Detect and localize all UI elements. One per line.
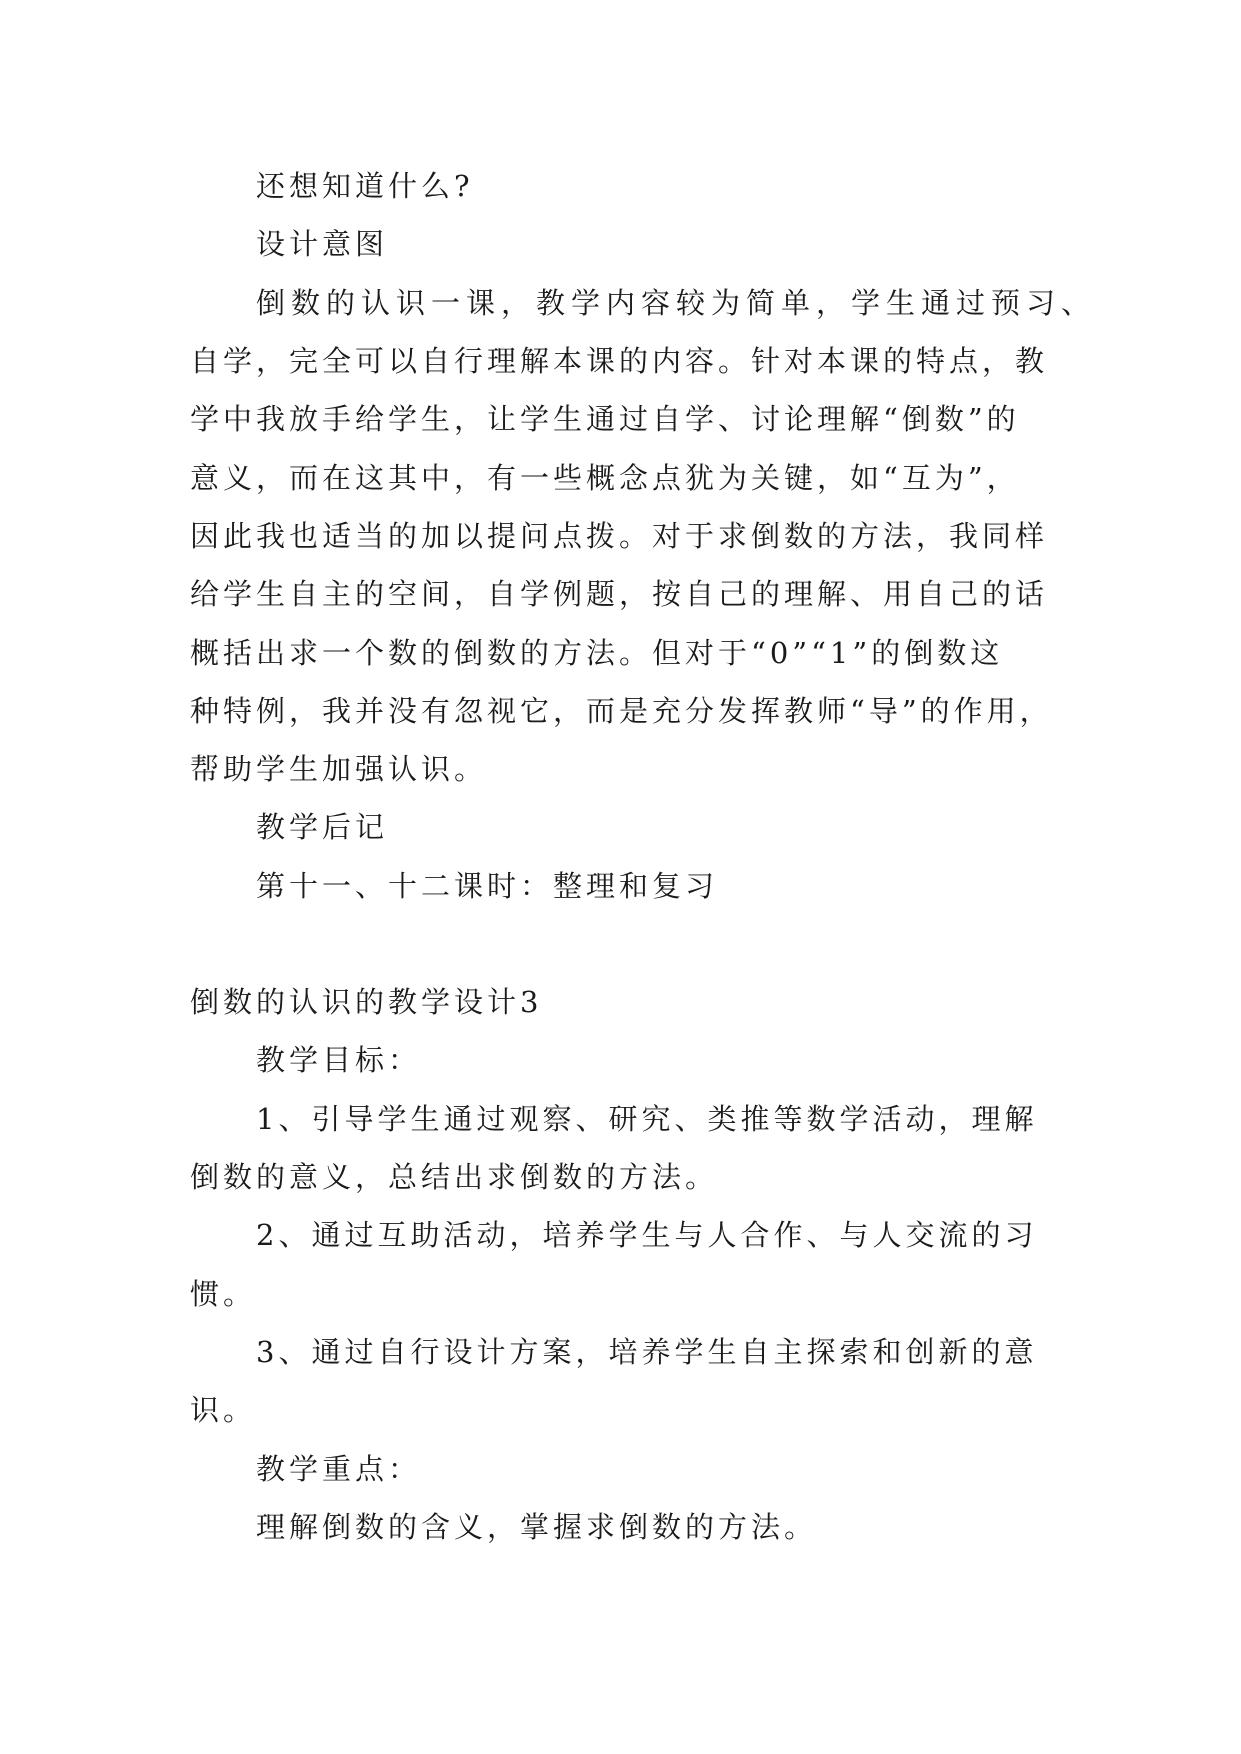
objective-item: 3、通过自行设计方案，培养学生自主探索和创新的意 [256, 1335, 1038, 1369]
section-heading-key-points: 教学重点： [256, 1452, 422, 1486]
paragraph-line: 给学生自主的空间，自学例题，按自己的理解、用自己的话 [190, 577, 1049, 611]
lesson-period-heading: 第十一、十二课时：整理和复习 [256, 869, 719, 903]
paragraph-line: 概括出求一个数的倒数的方法。但对于“0”“1”的倒数这 [190, 636, 1004, 670]
objective-item-continuation: 倒数的意义，总结出求倒数的方法。 [190, 1160, 719, 1194]
section-heading-objectives: 教学目标： [256, 1043, 422, 1077]
paragraph-line: 帮助学生加强认识。 [190, 752, 488, 786]
objective-item: 1、引导学生通过观察、研究、类推等数学活动，理解 [256, 1102, 1038, 1136]
section-heading-design-intent: 设计意图 [256, 227, 389, 261]
section-heading-teaching-notes: 教学后记 [256, 810, 389, 844]
key-point-text: 理解倒数的含义，掌握求倒数的方法。 [256, 1510, 818, 1544]
objective-item-continuation: 识。 [190, 1393, 257, 1427]
objective-item-continuation: 惯。 [190, 1277, 257, 1311]
paragraph-line: 学中我放手给学生，让学生通过自学、讨论理解“倒数”的 [190, 402, 1020, 436]
paragraph-line: 自学，完全可以自行理解本课的内容。针对本课的特点，教 [190, 344, 1049, 378]
paragraph-line: 意义，而在这其中，有一些概念点犹为关键，如“互为”， [190, 461, 1020, 495]
paragraph-line: 种特例，我并没有忽视它，而是充分发挥教师“导”的作用， [190, 694, 1053, 728]
document-title: 倒数的认识的教学设计3 [190, 985, 543, 1019]
objective-item: 2、通过互助活动，培养学生与人合作、与人交流的习 [256, 1218, 1038, 1252]
paragraph-line: 倒数的认识一课，教学内容较为简单，学生通过预习、 [256, 286, 1097, 320]
paragraph-line: 因此我也适当的加以提问点拨。对于求倒数的方法，我同样 [190, 519, 1049, 553]
question-line: 还想知道什么? [256, 169, 474, 203]
